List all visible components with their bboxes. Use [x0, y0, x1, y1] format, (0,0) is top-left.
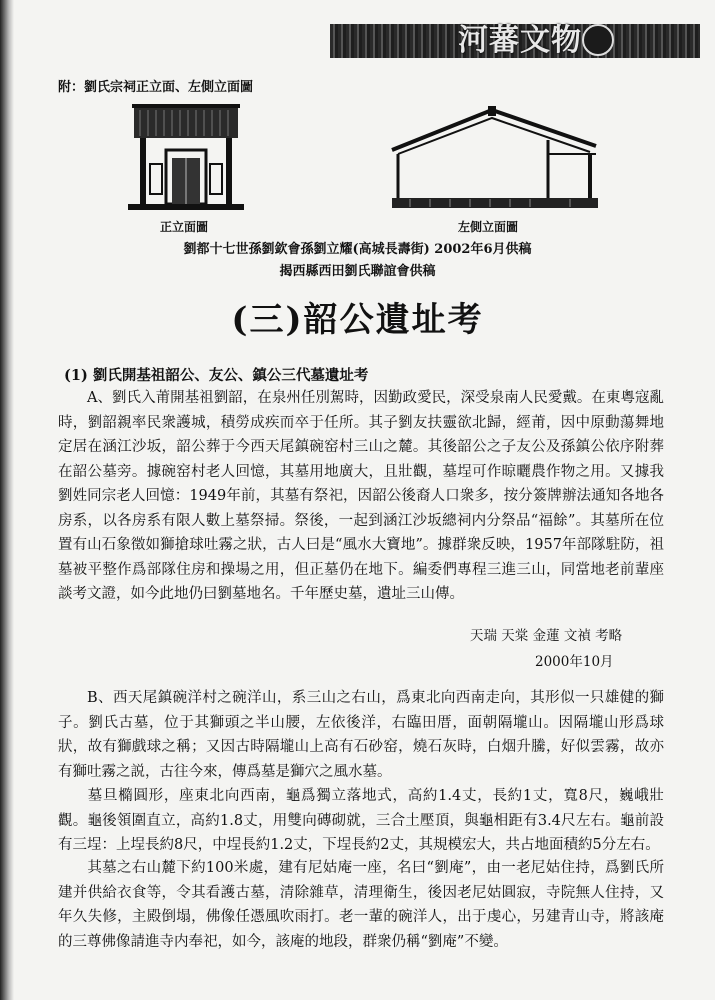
paragraph-a-text: A、劉氏入莆開基祖劉韶，在泉州任別駕時，因勤政愛民，深受泉南人民愛戴。在東粵寇亂時，劉韶親率民衆護城，積勞成疾而卒于任所。其子劉友扶靈欲北歸，經莆，因中原動蕩舞地定居在涵江沙坂，韶公葬于今西天尾鎮碗窑村三山之麓。其後韶公之子友公及孫鎮公依序附葬在韶公墓旁。據碗窑村老人回憶，其墓用地廣大，且壯觀，墓埕可作晾曬農作物之用。又據我劉姓同宗老人回憶：1949年前，其墓有祭祀，因韶公後裔人口衆多，按分簽牌辦法通知各地各房系，以各房系有限人數上墓祭掃。祭後，一起到涵江沙坂總祠内分祭品“福餘”。其墓所在位置有山石象徵如獅搶球吐霧之狀，古人曰是“風水大寶地”。據群衆反映，1957年部隊駐防，祖墓被平整作爲部隊住房和操場之用，但正墓仍在地下。編委們專程三進三山，同當地老前輩座談考文證，如今此地仍曰劉墓地名。千年歷史墓，遺址三山傳。 — [58, 390, 664, 602]
paragraph-a — [58, 386, 664, 607]
appendix-caption: 附：劉氏宗祠正立面、左側立面圖 — [58, 80, 254, 95]
article-title: (三)韶公遺址考 — [231, 300, 484, 340]
masthead-emblem — [582, 24, 614, 56]
side-elevation-caption: 左側立面圖 — [458, 220, 519, 234]
paragraph-b1 — [58, 686, 664, 784]
section-heading: (1) 劉氏開基祖韶公、友公、鎮公三代墓遺址考 — [64, 367, 369, 384]
masthead-title: 河蕃文物 — [458, 23, 582, 58]
signature-authors: 天瑞 天棠 金蓮 文禎 考略 — [470, 628, 623, 644]
paragraph-b1-text: B、西天尾鎮碗洋村之碗洋山，系三山之右山，爲東北向西南走向，其形似一只雄健的獅子。劉氏古墓，位于其獅頭之半山腰，左依後洋，右臨田厝，面朝隔壠山。因隔壠山形爲球狀，故有獅戲球之稱；又因古時隔壠山上高有石砂窑，燒石灰時，白烟升騰，好似雲霧，故亦有獅吐霧之説，古往今來，傳爲墓是獅穴之風水墓。 — [58, 690, 664, 780]
front-elevation-caption: 正立面圖 — [160, 220, 209, 234]
paragraph-b3 — [58, 856, 664, 954]
signature-date: 2000年10月 — [535, 654, 614, 670]
side-elevation-drawing — [390, 104, 600, 212]
paragraph-b3-text: 其墓之右山麓下約100米處，建有尼姑庵一座，名曰“劉庵”，由一老尼姑住持，爲劉氏所建并供給衣食等，令其看護古墓，清除雜草，清理衛生，後因老尼姑圓寂，寺院無人住持，又年久失修，主殿倒塌，佛像任憑風吹雨打。老一輩的碗洋人，出于虔心，另建青山寺，將該庵的三尊佛像請進寺内奉祀，如今，該庵的地段，群衆仍稱“劉庵”不變。 — [58, 860, 664, 950]
paragraph-b2 — [58, 784, 664, 858]
front-elevation-drawing — [128, 104, 244, 212]
paragraph-b2-text: 墓旦橢圓形，座東北向西南，龜爲獨立落地式，高約1.4丈，長約1丈，寬8尺，巍峨壯觀。龜後領圍直立，高約1.8丈，用雙向磚砌就，三合土壓頂，與龜相距有3.4尺左右。龜前設有三埕：上埕長約8尺，中埕長約1.2丈，下埕長約2丈，其規模宏大，共占地面積約5分左右。 — [58, 788, 664, 853]
scan-edge-shadow — [0, 0, 14, 1000]
drawing-source-note: 劉都十七世孫劉欽會孫劉立耀(高城長壽街) 2002年6月供稿 — [183, 242, 532, 257]
drawing-contributor-note: 揭西縣西田劉氏聯誼會供稿 — [279, 264, 436, 279]
